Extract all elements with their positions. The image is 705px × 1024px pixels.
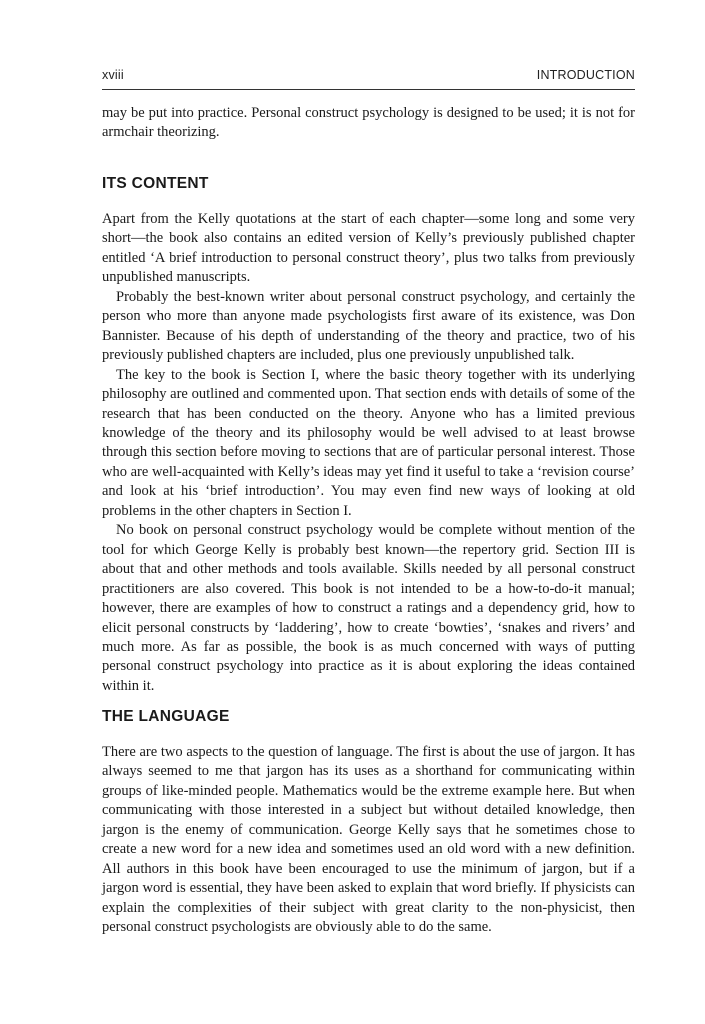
page-number: xviii — [102, 68, 124, 82]
paragraph: No book on personal construct psychology would be complete without mention of the tool for which George Kelly is probably best known—the repertory grid. Section III is about that and other methods and tools available. Skills needed by all personal construct practitioners are also covered. This book is not intended to be a how-to-do-it manual; however, there are examples of how to construct a ratings and a dependency grid, how to elicit personal constructs by ‘laddering’, how to create ‘bowties’, ‘snakes and rivers’ and much more. As far as possible, the book is as much concerned with ways of putting personal construct psychology into practice as it is about exploring the ideas contained within it. — [102, 522, 635, 694]
section-heading-its-content: ITS CONTENT — [102, 175, 209, 192]
paragraph: There are two aspects to the question of language. The first is about the use of jargon. It has always seemed to me that jargon has its uses as a shorthand for communicating within groups of like-minded people. Mathematics would be the extreme example here. But when communicating with those interested in a subject but without detailed knowledge, then jargon is the enemy of communication. George Kelly says that he sometimes chose to create a new word for a new idea and sometimes used an old word with a new definition. All authors in this book have been encouraged to use the minimum of jargon, but if a jargon word is essential, they have been asked to explain that word briefly. If physicists can explain the complexities of their subject with great clarity to the non-physicist, then personal construct psychologists are obviously able to do the same. — [102, 744, 635, 936]
header-rule — [102, 89, 635, 90]
paragraph: Probably the best-known writer about personal construct psychology, and certainly the person who more than anyone made psychologists first aware of its existence, was Don Bannister. Because of his depth of understanding of the theory and practice, two of his previously published chapters are included, plus one previously unpublished talk. — [102, 288, 635, 364]
paragraph: may be put into practice. Personal construct psychology is designed to be used; it is not for armchair theorizing. — [102, 105, 635, 141]
the-language-text-block — [102, 743, 635, 938]
its-content-text-block — [102, 210, 635, 696]
section-heading-the-language: THE LANGUAGE — [102, 708, 230, 725]
running-head — [102, 68, 635, 88]
running-head-title: INTRODUCTION — [536, 68, 635, 82]
intro-text-block — [102, 104, 635, 143]
paragraph: Apart from the Kelly quotations at the start of each chapter—some long and some very short—the book also contains an edited version of Kelly’s previously published chapter entitled ‘A brief introduction to personal construct theory’, plus two talks from previously unpublished manuscripts. — [102, 211, 635, 286]
paragraph: The key to the book is Section I, where the basic theory together with its underlying philosophy are outlined and commented upon. That section ends with details of some of the research that has been conducted on the theory. Anyone who has a limited previous knowledge of the theory and its philosophy would be well advised to at least browse through this section before moving to sections that are of particular personal interest. Those who are well-acquainted with Kelly’s ideas may yet find it useful to take a ‘revision course’ and look at his ‘brief introduction’. You may even find new ways of looking at old problems in the other chapters in Section I. — [102, 366, 635, 519]
